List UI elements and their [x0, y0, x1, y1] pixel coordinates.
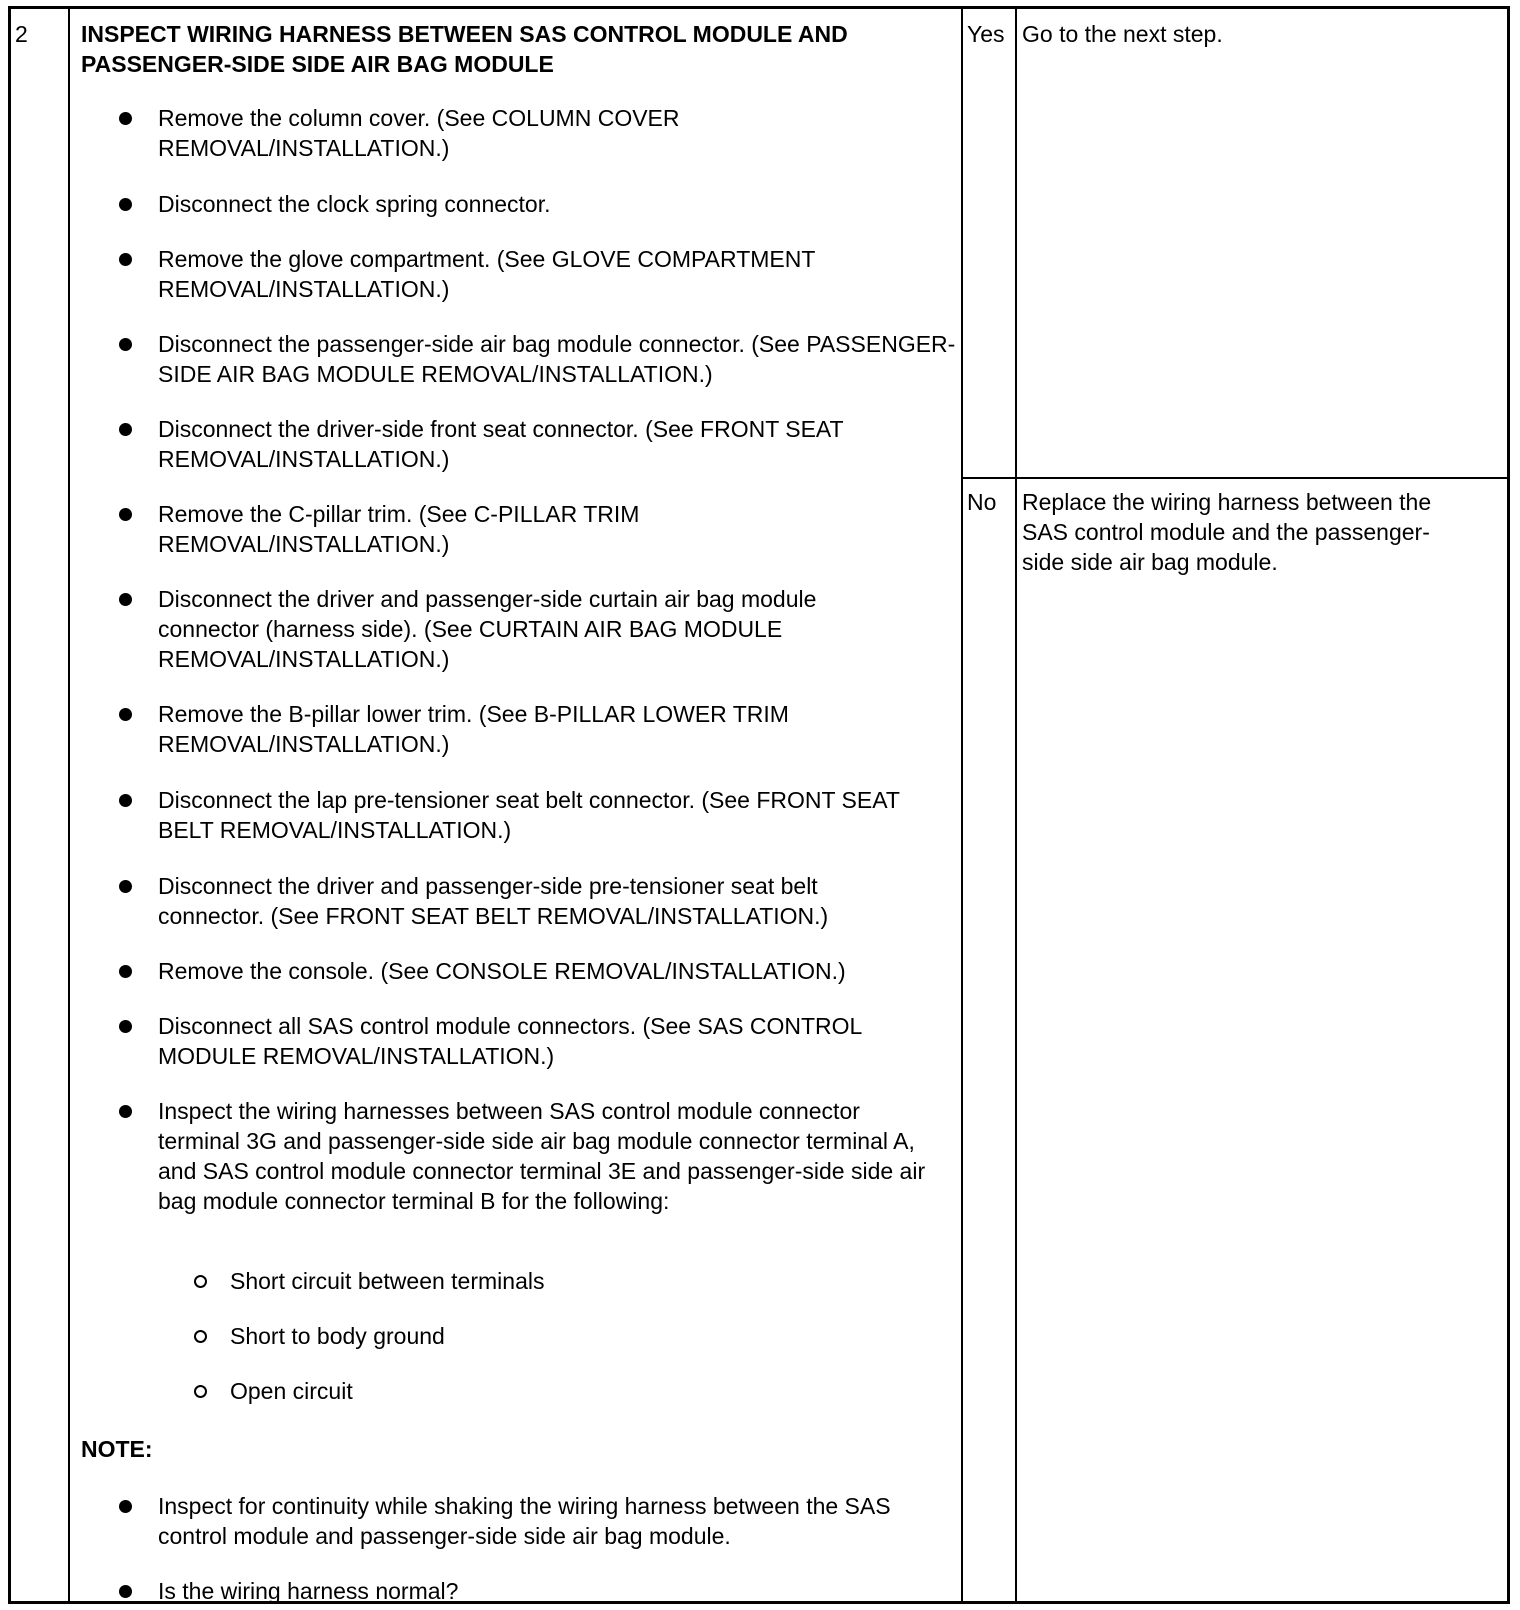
bullet-icon — [119, 508, 132, 521]
bullet-icon — [119, 708, 132, 721]
circle-bullet-icon — [194, 1385, 207, 1398]
step-title: INSPECT WIRING HARNESS BETWEEN SAS CONTROL MODULE AND PASSENGER-SIDE SIDE AIR BAG MODULE — [81, 21, 848, 77]
column-divider-result — [1015, 9, 1017, 1601]
bullet-icon — [119, 253, 132, 266]
bullet-icon — [119, 198, 132, 211]
answer-yes: Yes — [967, 21, 1005, 47]
column-divider-answer — [961, 9, 963, 1601]
inspection-step-table: 2 INSPECT WIRING HARNESS BETWEEN SAS CONTROL MODULE AND PASSENGER-SIDE SIDE AIR BAG MODULE Remove the column cover. (See COLUMN COVER REMOVAL/INSTALLATION.) Disconnect the clock spring connector. Remove the glove compartment. (See GLOVE COMPARTMENT REMOVAL/INSTALLATION.) Disconnect the passenger-side air bag module connector. (See PASSENGER-SIDE AIR BAG MODULE REMOVAL/INSTALLATION.) Disconnect the driver-side front seat connector. (See FRONT SEAT REMOVAL/INSTALLATION.) Remove the C-pillar trim. (See C-PILLAR TRIM REMOVAL/INSTALLATION.) Disconnect the driver and passenger-side curtain air bag module connector (harness side). (See CURTAIN AIR BAG MODULE REMOVAL/INSTALLATION.) Remove the B-pillar lower trim. (See B-PILLAR LOWER TRIM REMOVAL/INSTALLATION.) Disconnect the lap pre-tensioner seat belt connector. (See FRONT SEAT BELT REMOVAL/INSTALLATION.) Disconnect the driver and passenger-side pre-tensioner seat belt connector. (See FRONT SEAT BELT REMOVAL/INSTALLATION.) Remove the console. (See CONSOLE REMOVAL/INSTALLATION.) Disconnect all SAS control module connectors. (See SAS CONTROL MODULE REMOVAL/INSTALLATION.) Inspect the wiring harnesses between SAS control module connector terminal 3G and passenger-side side air bag module connector terminal A, and SAS control module connector terminal 3E and passenger-side side air bag module connector terminal B for the following: Short circuit between terminals Short to body ground Open circuit NOTE: Inspect for continuity while shaking the wiring harness between the SAS control module and passenger-side side air bag module. Is the wiring harness normal? Yes Go to the next step. No Replace the wiring harness between the SAS control module and the passenger-side side air bag module. — [8, 6, 1510, 1604]
bullet-icon — [119, 338, 132, 351]
bullet-icon — [119, 1500, 132, 1513]
bullet-icon — [119, 1105, 132, 1118]
step-number: 2 — [15, 21, 28, 47]
bullet-icon — [119, 1585, 132, 1598]
bullet-icon — [119, 965, 132, 978]
row-divider-yes-no — [961, 477, 1507, 479]
bullet-icon — [119, 1020, 132, 1033]
note-label: NOTE: — [81, 1436, 153, 1462]
bullet-icon — [119, 593, 132, 606]
result-yes-action: Go to the next step. — [1022, 21, 1223, 47]
bullet-icon — [119, 880, 132, 893]
bullet-icon — [119, 794, 132, 807]
result-no-action: Replace the wiring harness between the SAS control module and the passenger-side side air bag module. — [1022, 489, 1432, 575]
bullet-icon — [119, 423, 132, 436]
column-divider-step — [68, 9, 70, 1601]
bullet-icon — [119, 112, 132, 125]
circle-bullet-icon — [194, 1330, 207, 1343]
answer-no: No — [967, 489, 997, 515]
circle-bullet-icon — [194, 1275, 207, 1288]
